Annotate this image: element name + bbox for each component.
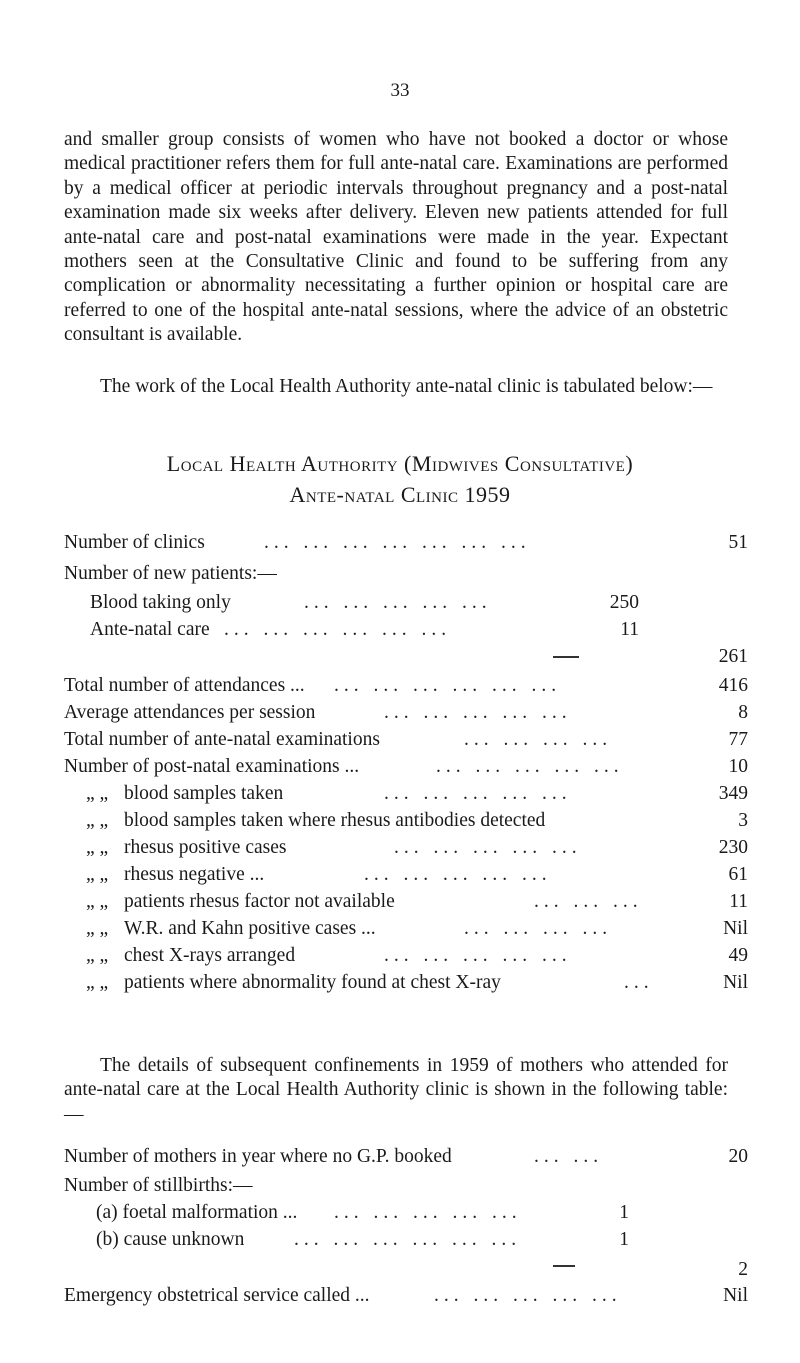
ditto-mark: „ „ xyxy=(86,918,109,939)
leader-dots: ... ... ... ... ... xyxy=(334,1202,522,1223)
row-total: 349 xyxy=(718,783,748,804)
row-label: Number of stillbirths:— xyxy=(64,1175,253,1196)
row-label: patients where abnormality found at chest X-ray xyxy=(124,972,501,993)
ditto-mark: „ „ xyxy=(86,972,109,993)
row-total: 51 xyxy=(728,532,748,553)
page-number: 33 xyxy=(390,80,410,101)
row-label: Number of mothers in year where no G.P. booked xyxy=(64,1146,452,1167)
row-total: 11 xyxy=(729,891,748,912)
table-row xyxy=(64,700,748,725)
row-total: 20 xyxy=(728,1146,748,1167)
leader-dots: ... ... ... ... ... xyxy=(384,945,572,966)
table-row xyxy=(64,970,748,995)
body-paragraph-2: The work of the Local Health Authority ante-natal clinic is tabulated below:— xyxy=(100,376,713,397)
table-row xyxy=(64,943,748,968)
row-total: 8 xyxy=(738,702,748,723)
row-label: Emergency obstetrical service called ... xyxy=(64,1285,370,1306)
row-subtotal: 250 xyxy=(609,592,639,613)
leader-dots: ... ... ... ... ... xyxy=(384,783,572,804)
table-heading-line-1: Local Health Authority (Midwives Consultative) xyxy=(166,451,634,476)
table-row xyxy=(64,754,748,779)
ditto-mark: „ „ xyxy=(86,837,109,858)
row-label: blood samples taken where rhesus antibodies detected xyxy=(124,810,546,831)
row-label: blood samples taken xyxy=(124,783,284,804)
table-heading-line-2: Ante-natal Clinic 1959 xyxy=(289,482,511,507)
leader-dots: ... ... ... ... ... xyxy=(364,864,552,885)
table-row xyxy=(64,1173,748,1198)
table-row xyxy=(64,561,748,586)
row-total: Nil xyxy=(723,918,748,939)
row-label: (a) foetal malformation ... xyxy=(96,1202,298,1223)
leader-dots: ... ... ... ... ... ... xyxy=(334,675,562,696)
table-row xyxy=(64,1227,748,1252)
leader-dots: ... ... ... ... ... xyxy=(434,1285,622,1306)
table-row xyxy=(64,1283,748,1308)
row-label: chest X-rays arranged xyxy=(124,945,296,966)
row-subtotal: 1 xyxy=(619,1202,629,1223)
row-total: 49 xyxy=(728,945,748,966)
row-label: Number of new patients:— xyxy=(64,563,277,584)
leader-dots: ... ... xyxy=(534,1146,604,1167)
table-row xyxy=(64,590,748,615)
row-total: 261 xyxy=(718,646,748,667)
row-label: rhesus positive cases xyxy=(124,837,287,858)
table-row xyxy=(64,1200,748,1225)
row-label: Ante-natal care xyxy=(90,619,210,640)
row-subtotal: 1 xyxy=(619,1229,629,1250)
leader-dots: ... ... ... ... ... ... ... xyxy=(264,532,531,553)
table-row xyxy=(64,808,748,833)
leader-dots: ... ... ... ... ... xyxy=(384,702,572,723)
table-row xyxy=(64,862,748,887)
ditto-mark: „ „ xyxy=(86,783,109,804)
leader-dots: ... xyxy=(624,972,654,993)
leader-dots: ... ... ... ... xyxy=(464,918,613,939)
table-row xyxy=(64,644,748,669)
table-row xyxy=(64,835,748,860)
table-row xyxy=(64,1144,748,1169)
body-paragraph-1: and smaller group consists of women who have not booked a doctor or whose medical practitioner refers them for full ante-natal care. Examinations are performed by a medical officer at periodic intervals throughout pregnancy and a post-natal examination made six weeks after delivery. Eleven new patients attended for full ante-natal care and post-natal examinations were made in the year. Expectant mothers seen at the Consultative Clinic and found to be suffering from any complication or abnormality necessitating a further opinion or hospital care are referred to one of the hospital ante-natal sessions, where the advice of an obstetric consultant is available. xyxy=(64,129,728,346)
table-row xyxy=(64,530,748,555)
leader-dots: ... ... ... xyxy=(534,891,643,912)
leader-dots: ... ... ... ... ... ... xyxy=(294,1229,522,1250)
table-row xyxy=(64,916,748,941)
row-total: 416 xyxy=(718,675,748,696)
row-total: 2 xyxy=(738,1259,748,1280)
row-total: 3 xyxy=(738,810,748,831)
row-label: rhesus negative ... xyxy=(124,864,265,885)
row-label: Average attendances per session xyxy=(64,702,316,723)
row-label: patients rhesus factor not available xyxy=(124,891,395,912)
table-row xyxy=(64,1257,748,1282)
table-row xyxy=(64,727,748,752)
leader-dots: ... ... ... ... ... xyxy=(304,592,492,613)
row-label: Blood taking only xyxy=(90,592,231,613)
table-row xyxy=(64,673,748,698)
table-row xyxy=(64,617,748,642)
leader-dots: ... ... ... ... ... xyxy=(436,756,624,777)
row-total: 10 xyxy=(728,756,748,777)
ditto-mark: „ „ xyxy=(86,864,109,885)
row-total: Nil xyxy=(723,1285,748,1306)
leader-dots: ... ... ... ... xyxy=(464,729,613,750)
table-row xyxy=(64,889,748,914)
row-total: Nil xyxy=(723,972,748,993)
ditto-mark: „ „ xyxy=(86,945,109,966)
row-label: Number of clinics xyxy=(64,532,205,553)
row-total: 77 xyxy=(728,729,748,750)
row-total: 230 xyxy=(718,837,748,858)
row-label: Number of post-natal examinations ... xyxy=(64,756,360,777)
table-row xyxy=(64,781,748,806)
ditto-mark: „ „ xyxy=(86,891,109,912)
row-subtotal: 11 xyxy=(620,619,639,640)
leader-dots: ... ... ... ... ... xyxy=(394,837,582,858)
row-label: (b) cause unknown xyxy=(96,1229,245,1250)
row-label: Total number of ante-natal examinations xyxy=(64,729,380,750)
row-label: Total number of attendances ... xyxy=(64,675,305,696)
ditto-mark: „ „ xyxy=(86,810,109,831)
body-paragraph-3: The details of subsequent confinements in 1959 of mothers who attended for ante-natal care at the Local Health Authority clinic is shown in the following table:— xyxy=(64,1055,728,1125)
row-total: 61 xyxy=(728,864,748,885)
row-label: W.R. and Kahn positive cases ... xyxy=(124,918,376,939)
leader-dots: ... ... ... ... ... ... xyxy=(224,619,452,640)
